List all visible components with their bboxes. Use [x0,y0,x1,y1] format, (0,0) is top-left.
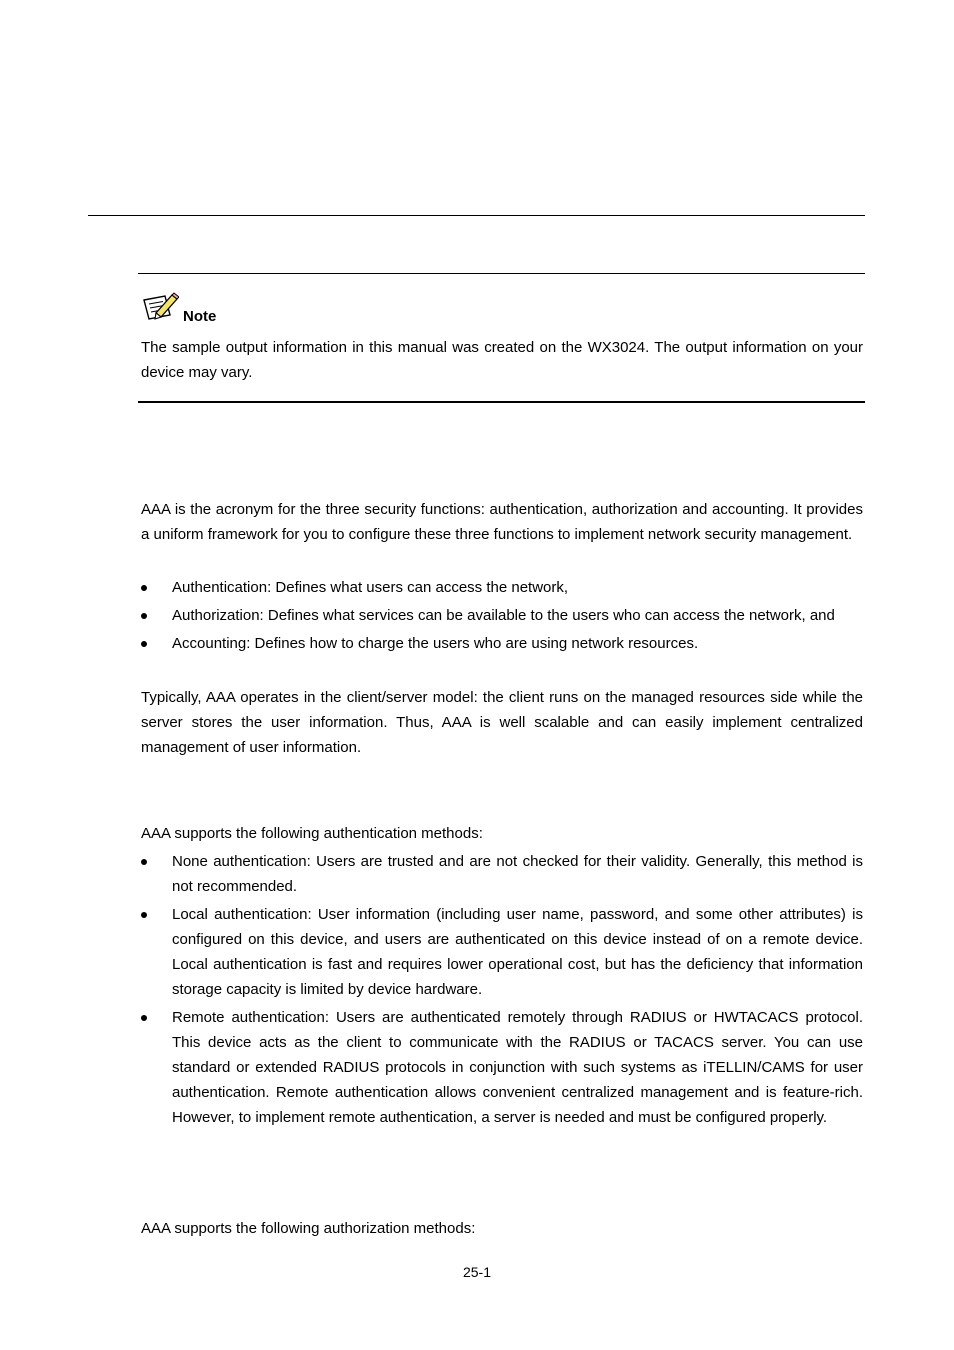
intro-paragraph: AAA is the acronym for the three security functions: authentication, authorization and accounting. It provides a uniform framework for you to configure these three functions to implement network security management. [141,501,863,543]
bullet-icon [141,859,147,865]
note-bottom-rule [138,401,865,403]
list-item: Accounting: Defines how to charge the users who are using network resources. [141,631,863,656]
list-item: Remote authentication: Users are authenticated remotely through RADIUS or HWTACACS protocol. This device acts as the client to communicate with the RADIUS or TACACS server. You can use standard or extended RADIUS protocols in conjunction with such systems as iTELLIN/CAMS for user authentication. Remote authentication allows convenient centralized management and is feature-rich. However, to implement remote authentication, a server is needed and must be configured properly. [141,1005,863,1130]
bullet-icon [141,613,147,619]
intro-closing-paragraph: Typically, AAA operates in the client/server model: the client runs on the managed resources side while the server stores the user information. Thus, AAA is well scalable and can easily implement centralized management of user information. [141,689,863,756]
intro-bullet-list [141,575,863,659]
note-header [141,291,216,326]
list-item: Local authentication: User information (including user name, password, and some other attributes) is configured on this device, and users are authenticated on this device instead of on a remote device. Local authentication is fast and requires lower operational cost, but has the deficiency that information storage capacity is limited by device hardware. [141,902,863,1002]
bullet-icon [141,641,147,647]
bullet-icon [141,585,147,591]
authorization-lead: AAA supports the following authorization methods: [141,1220,476,1237]
page-number: 25-1 [462,1264,492,1280]
list-item: Authentication: Defines what users can access the network, [141,575,863,600]
list-item: Authorization: Defines what services can be available to the users who can access the network, and [141,603,863,628]
authentication-bullet-list [141,849,863,1133]
bullet-icon [141,1015,147,1021]
list-item: None authentication: Users are trusted and are not checked for their validity. Generally, this method is not recommended. [141,849,863,899]
note-text: The sample output information in this manual was created on the WX3024. The output information on your device may vary. [141,339,863,381]
note-title: Note [183,308,217,325]
bullet-icon [141,912,147,918]
authentication-lead: AAA supports the following authentication methods: [141,825,483,842]
header-rule [88,215,865,216]
pencil-note-icon [141,291,179,326]
note-top-rule [138,273,865,274]
